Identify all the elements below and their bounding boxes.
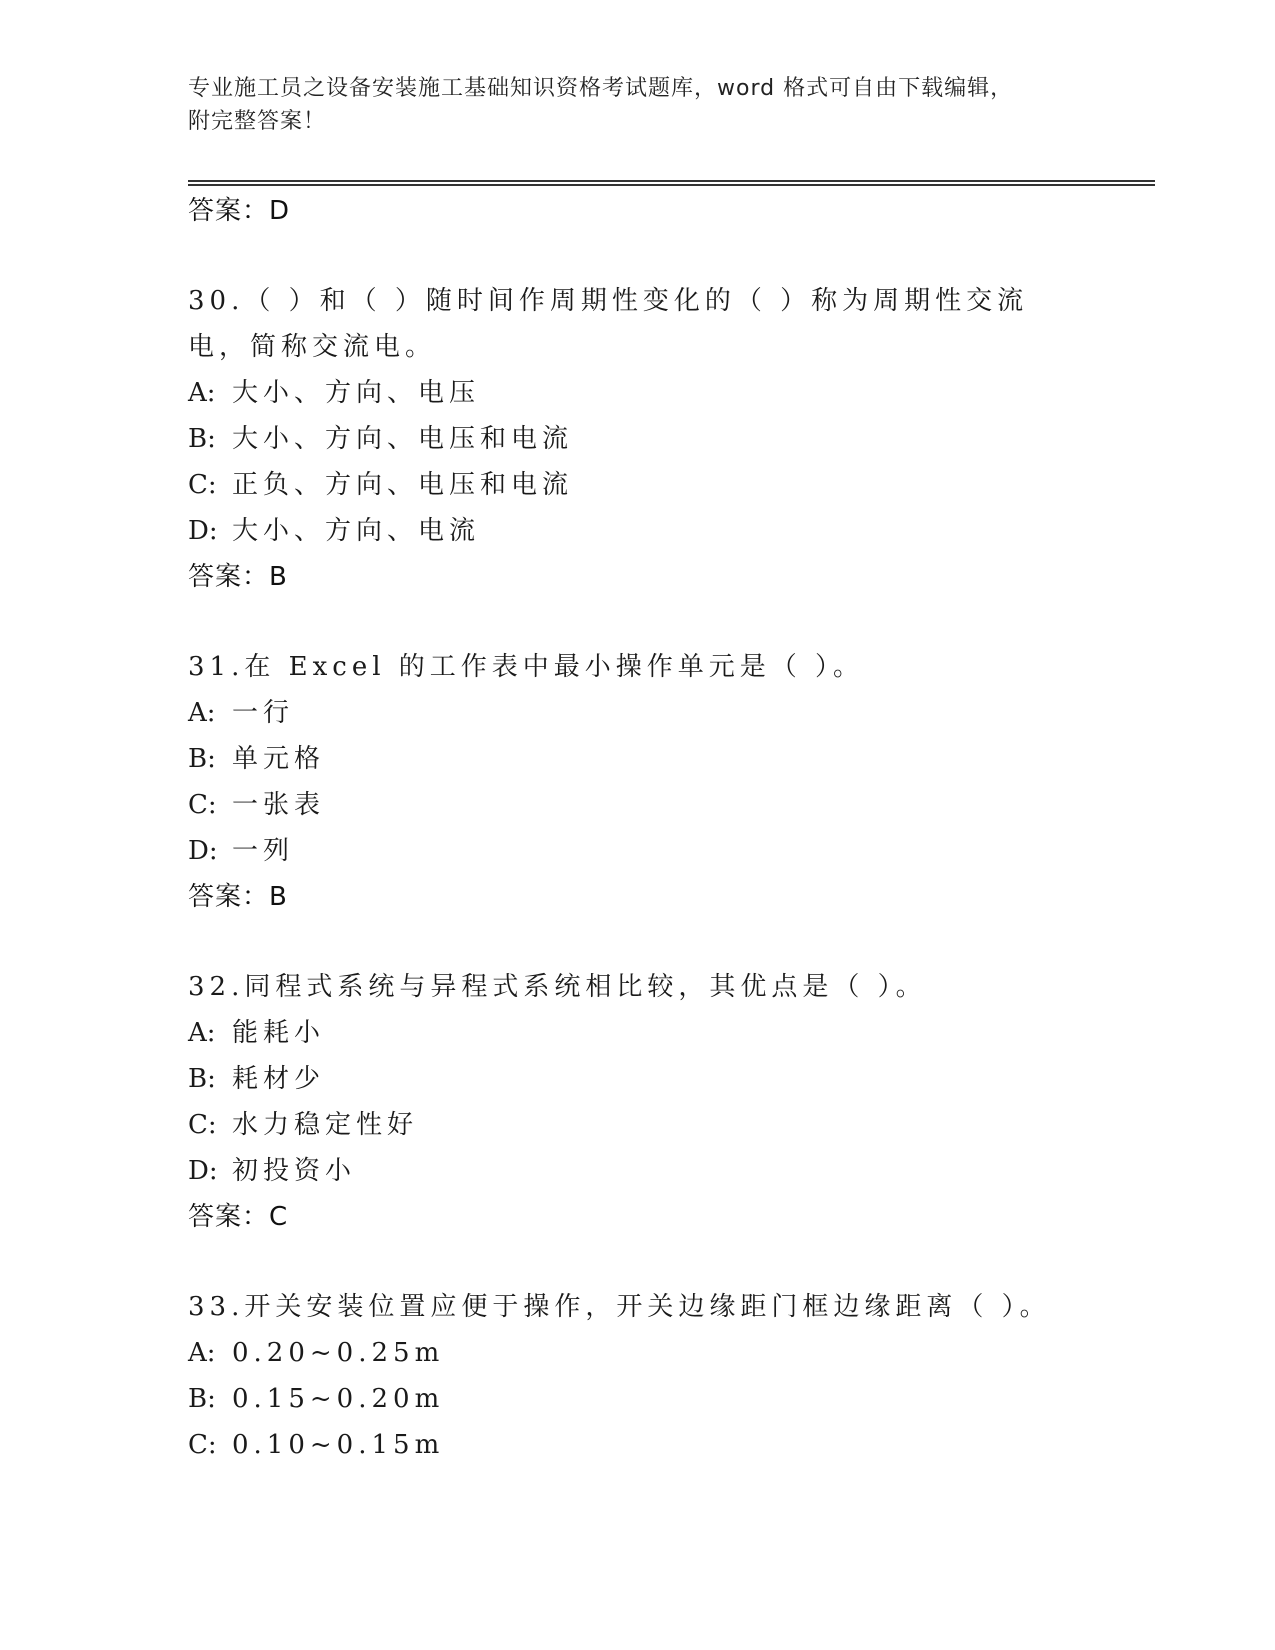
option-text: 0.15~0.20m: [232, 1384, 445, 1414]
answer: 答案：C: [188, 1202, 289, 1232]
question-33: [188, 1284, 1088, 1468]
question-stem: 在 Excel 的工作表中最小操作单元是（ ）。: [244, 652, 865, 682]
option-text: 正负、方向、电压和电流: [232, 470, 574, 500]
option-text: 一张表: [232, 790, 326, 820]
option-d: [188, 508, 1088, 554]
option-d: [188, 828, 1088, 874]
spacer: [188, 600, 1088, 644]
page-header: [188, 72, 1068, 138]
option-b: [188, 416, 1088, 462]
option-key: C:: [188, 1430, 217, 1460]
question-text: [188, 964, 1068, 1010]
question-stem: 同程式系统与异程式系统相比较，其优点是（ ）。: [244, 972, 927, 1002]
question-text: [188, 1284, 1068, 1330]
previous-answer: 答案：D: [188, 196, 291, 226]
option-text: 一行: [232, 698, 295, 728]
option-key: B:: [188, 1064, 216, 1094]
option-text: 水力稳定性好: [232, 1110, 419, 1140]
spacer: [188, 234, 1088, 278]
option-c: [188, 1422, 1088, 1468]
option-text: 0.10~0.15m: [232, 1430, 445, 1460]
option-a: [188, 370, 1088, 416]
option-key: B:: [188, 1384, 216, 1414]
option-text: 初投资小: [232, 1156, 357, 1186]
question-text: [188, 644, 1068, 690]
option-text: 耗材少: [232, 1064, 326, 1094]
option-key: A:: [188, 1338, 216, 1368]
option-a: [188, 1010, 1088, 1056]
question-31: [188, 644, 1088, 920]
option-b: [188, 1056, 1088, 1102]
option-a: [188, 690, 1088, 736]
option-key: D:: [188, 516, 218, 546]
question-stem: 开关安装位置应便于操作，开关边缘距门框边缘距离（ ）。: [244, 1292, 1051, 1322]
option-key: B:: [188, 424, 216, 454]
spacer: [188, 920, 1088, 964]
option-text: 单元格: [232, 744, 326, 774]
answer: 答案：B: [188, 562, 288, 592]
option-text: 大小、方向、电流: [232, 516, 481, 546]
option-c: [188, 782, 1088, 828]
option-key: D:: [188, 1156, 218, 1186]
question-text: [188, 278, 1068, 370]
option-c: [188, 1102, 1088, 1148]
option-a: [188, 1330, 1088, 1376]
option-key: D:: [188, 836, 218, 866]
option-key: C:: [188, 1110, 217, 1140]
header-line-1: 专业施工员之设备安装施工基础知识资格考试题库，word 格式可自由下载编辑，: [188, 76, 1014, 101]
option-b: [188, 1376, 1088, 1422]
option-key: A:: [188, 698, 216, 728]
question-30: [188, 278, 1088, 600]
option-c: [188, 462, 1088, 508]
option-text: 大小、方向、电压和电流: [232, 424, 574, 454]
answer: 答案：B: [188, 882, 288, 912]
spacer: [188, 1240, 1088, 1284]
question-number: 31.: [188, 652, 245, 682]
header-line-2: 附完整答案！: [188, 109, 327, 134]
option-key: C:: [188, 790, 217, 820]
option-key: C:: [188, 470, 217, 500]
question-number: 32.: [188, 972, 245, 1002]
option-text: 大小、方向、电压: [232, 378, 481, 408]
option-key: A:: [188, 378, 216, 408]
option-text: 一列: [232, 836, 295, 866]
option-text: 0.20~0.25m: [232, 1338, 445, 1368]
document-body: [188, 188, 1088, 1468]
option-text: 能耗小: [232, 1018, 326, 1048]
question-32: [188, 964, 1088, 1240]
option-d: [188, 1148, 1088, 1194]
question-stem: （ ）和（ ）随时间作周期性变化的（ ）称为周期性交流电，简称交流电。: [188, 286, 1029, 362]
option-b: [188, 736, 1088, 782]
question-number: 30.: [188, 286, 245, 316]
option-key: A:: [188, 1018, 216, 1048]
header-divider: [188, 180, 1155, 186]
option-key: B:: [188, 744, 216, 774]
question-number: 33.: [188, 1292, 245, 1322]
